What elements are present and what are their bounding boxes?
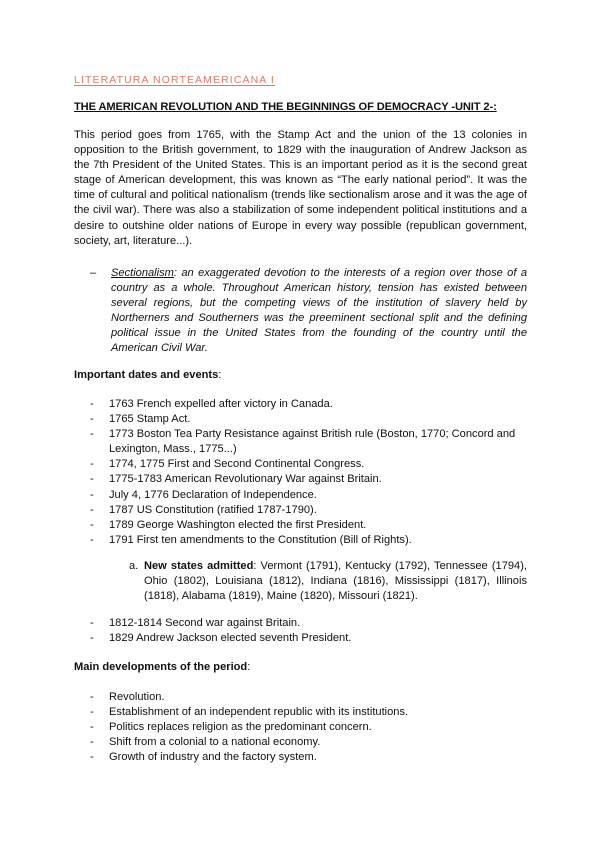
list-item — [90, 735, 527, 750]
dash-marker: - — [90, 458, 94, 471]
date-event-text: 1775-1783 American Revolutionary War against Britain. — [109, 473, 382, 486]
date-event-text: 1791 First ten amendments to the Constitution (Bill of Rights). — [109, 533, 412, 546]
date-event-text: 1773 Boston Tea Party Resistance against British rule (Boston, 1770; Concord and Lexington, Mass., 1775...) — [109, 428, 516, 456]
dash-marker: - — [90, 518, 94, 531]
date-event-text: 1789 George Washington elected the first President. — [109, 518, 367, 531]
list-item — [90, 427, 527, 457]
dash-marker: - — [90, 533, 94, 546]
course-title: LITERATURA NORTEAMERICANA I — [74, 74, 275, 86]
date-event-text: 1829 Andrew Jackson elected seventh President. — [109, 632, 352, 645]
dash-marker: - — [90, 632, 94, 645]
developments-list — [90, 690, 527, 765]
sectionalism-list — [90, 266, 527, 357]
date-event-text: 1763 French expelled after victory in Canada. — [109, 398, 333, 410]
date-event-text: 1812-1814 Second war against Britain. — [109, 617, 301, 629]
list-item — [90, 457, 527, 472]
development-text: Establishment of an independent republic with its institutions. — [109, 706, 409, 719]
sectionalism-item — [90, 266, 527, 357]
list-item — [90, 518, 527, 533]
intro-paragraph: This period goes from 1765, with the Stamp Act and the union of the 13 colonies in opposition to the British government, to 1829 with the inauguration of Andrew Jackson as the 7th President of the United States. This is an important period as it is the second great stage of American development, this was known as “The early national period”. It was the time of cultural and political nationalism (trends like sectionalism arose and it was the age of the civil war). There was also a stabilization of some independent political institutions and a desire to outshine older nations of Europe in every way possible (republican government, society, art, literature...). — [74, 129, 527, 247]
new-states-body — [129, 559, 527, 604]
dash-marker: - — [90, 736, 94, 749]
unit-title-text: THE AMERICAN REVOLUTION AND THE BEGINNINGS OF DEMOCRACY -UNIT 2- — [74, 101, 494, 113]
list-item — [90, 472, 527, 487]
dates-heading-colon: : — [218, 369, 222, 381]
developments-heading-colon: : — [247, 661, 251, 673]
dash-marker: - — [90, 398, 94, 410]
date-event-text: 1765 Stamp Act. — [109, 413, 191, 426]
development-text: Politics replaces religion as the predominant concern. — [109, 721, 372, 734]
list-letter: a. — [129, 560, 139, 572]
date-event-text: July 4, 1776 Declaration of Independence. — [109, 488, 317, 501]
dash-marker: - — [90, 503, 94, 516]
dash-marker: - — [90, 428, 94, 441]
dates-list — [90, 397, 527, 548]
dash-marker: - — [90, 691, 94, 703]
dates-heading-text: Important dates and events — [74, 369, 219, 381]
sectionalism-term: Sectionalism — [111, 267, 174, 279]
list-item — [90, 690, 527, 705]
dash-marker: - — [90, 721, 94, 734]
list-item — [90, 412, 527, 427]
date-event-text: 1774, 1775 First and Second Continental Congress. — [109, 458, 365, 471]
list-item — [90, 750, 527, 765]
list-item — [90, 503, 527, 518]
dash-marker: – — [90, 267, 97, 279]
development-text: Growth of industry and the factory system. — [109, 751, 317, 764]
list-item — [90, 705, 527, 720]
dash-marker: - — [90, 751, 94, 764]
list-item — [90, 631, 527, 646]
new-states-label: New states admitted — [144, 560, 254, 572]
developments-heading-text: Main developments of the period — [74, 661, 248, 673]
dash-marker: - — [90, 617, 94, 629]
new-states-item — [129, 559, 527, 604]
list-item — [90, 616, 527, 631]
dates-list-continued — [90, 616, 527, 646]
development-text: Shift from a colonial to a national economy. — [109, 736, 321, 749]
unit-title — [74, 101, 534, 113]
unit-title-colon: : — [493, 101, 497, 113]
developments-heading — [74, 661, 250, 673]
dash-marker: - — [90, 413, 94, 426]
dash-marker: - — [90, 706, 94, 719]
development-text: Revolution. — [109, 691, 165, 703]
sectionalism-definition: : an exaggerated devotion to the interests of a region over those of a country as a whole. Throughout American history, tension has existed between several regions, but the competing views of the institution of slavery held by Northerners and Southerners was the preeminent sectional split and the defining political issue in the United States from the founding of the country until the American Civil War. — [111, 267, 527, 355]
date-event-text: 1787 US Constitution (ratified 1787-1790). — [109, 503, 317, 516]
list-item — [90, 488, 527, 503]
dash-marker: - — [90, 473, 94, 486]
dash-marker: - — [90, 488, 94, 501]
new-states-text: : Vermont (1791), Kentucky (1792), Tennessee (1794), Ohio (1802), Louisiana (1812), Indiana (1816), Mississippi (1817), Illinois (1818), Alabama (1819), Maine (1820), Missouri (1821). — [144, 560, 527, 603]
dates-heading — [74, 369, 221, 381]
list-item — [90, 720, 527, 735]
list-item — [90, 533, 527, 548]
list-item — [90, 397, 527, 412]
